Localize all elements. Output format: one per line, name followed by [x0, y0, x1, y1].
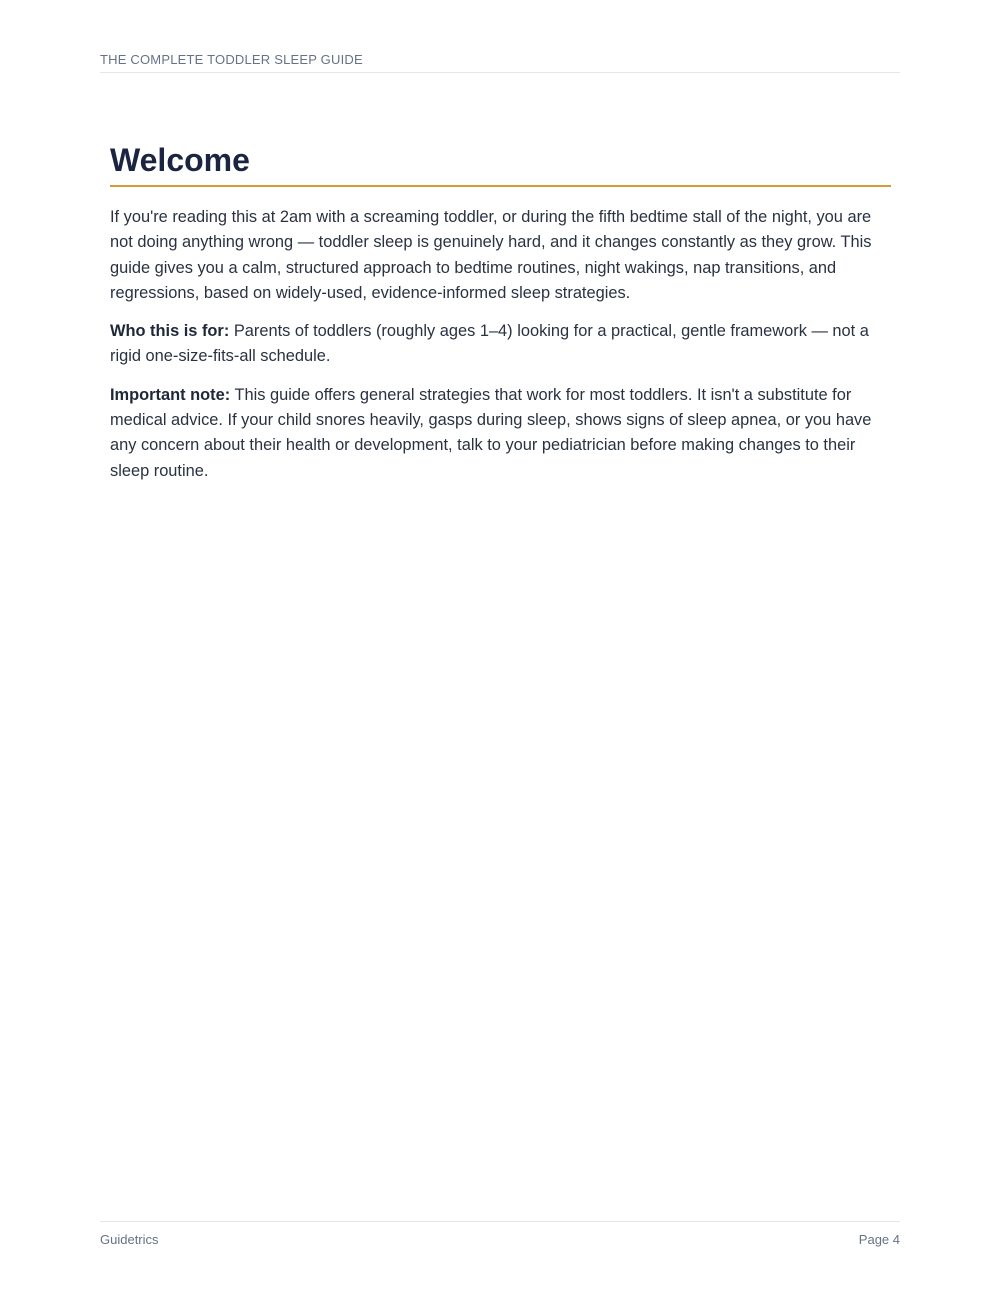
intro-paragraph: If you're reading this at 2am with a screaming toddler, or during the fifth bedtime stall of the night, you are not doing anything wrong — toddler sleep is genuinely hard, and it changes constantly as they grow. This guide gives you a calm, structured approach to bedtime routines, night wakings, nap transitions, and regressions, based on widely-used, evidence-informed sleep strategies.: [110, 208, 872, 302]
section-title: Welcome: [110, 140, 891, 187]
audience-text: Parents of toddlers (roughly ages 1–4) looking for a practical, gentle framework — not a rigid one-size-fits-all schedule.: [110, 322, 869, 366]
running-header-title: THE COMPLETE TODDLER SLEEP GUIDE: [100, 52, 363, 67]
footer-brand: Guidetrics: [100, 1232, 159, 1247]
page-header: [100, 52, 900, 73]
important-note-label: Important note:: [110, 385, 231, 404]
audience-paragraph: [110, 319, 891, 370]
important-note-text: This guide offers general strategies that work for most toddlers. It isn't a substitute for medical advice. If your child snores heavily, gasps during sleep, shows signs of sleep apnea, or you have any concern about their health or development, talk to your pediatrician before making changes to their sleep routine.: [110, 385, 872, 480]
page-footer: [100, 1221, 900, 1248]
page-number: Page 4: [858, 1232, 900, 1247]
audience-label: Who this is for:: [110, 322, 230, 341]
main-content: [110, 140, 891, 484]
important-note-paragraph: [110, 383, 891, 484]
